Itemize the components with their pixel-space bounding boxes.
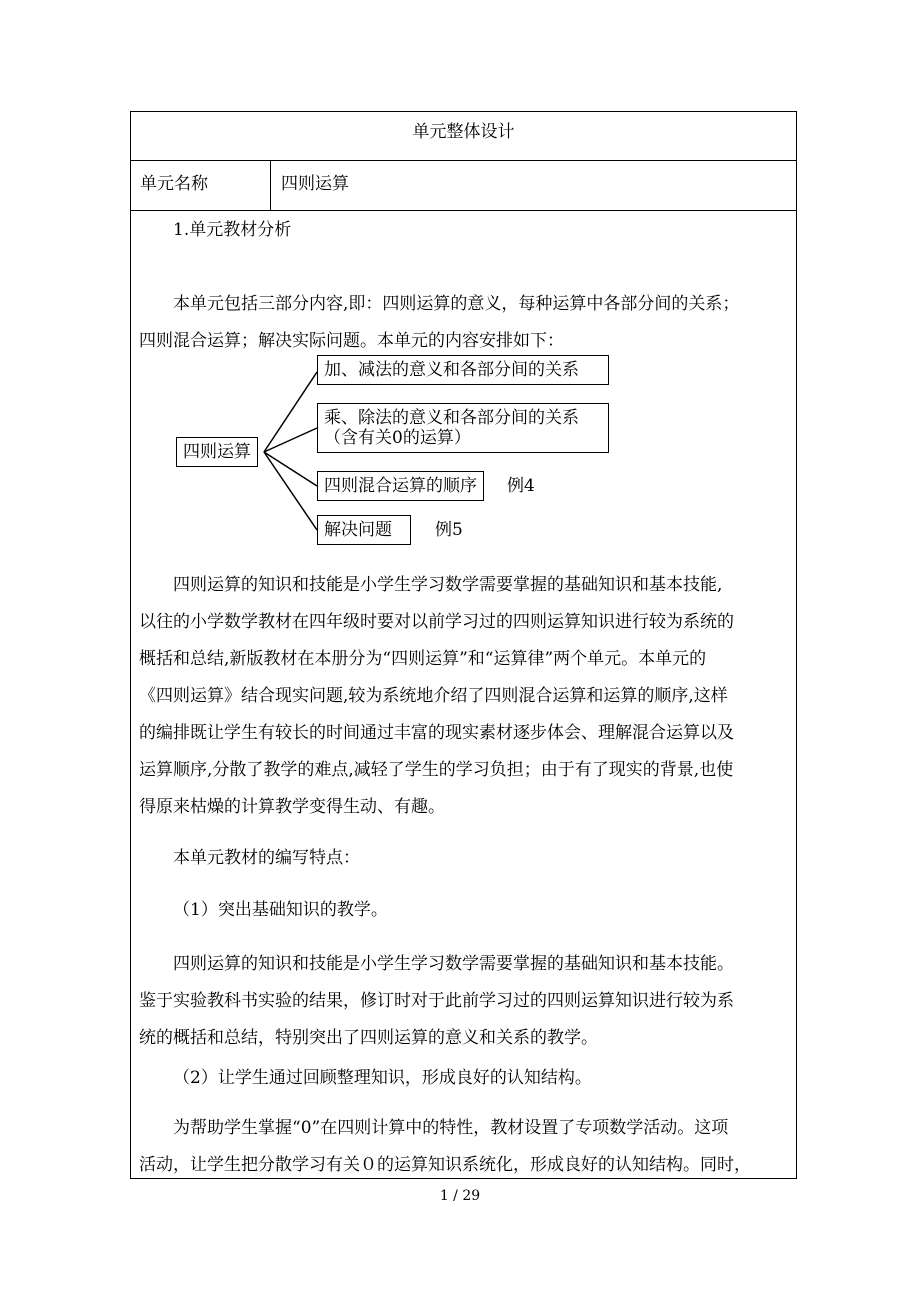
paragraph-3: 为帮助学生掌握“0”在四则计算中的特性，教材设置了专项数学活动。这项 活动，让学生把分散学习有关０的运算知识系统化，形成良好的认知结构。同时， — [139, 1118, 751, 1175]
table-title: 单元整体设计 — [412, 122, 515, 142]
intro-paragraph: 本单元包括三部分内容,即：四则运算的意义，每种运算中各部分间的关系； 四则混合运算；解决实际问题。本单元的内容安排如下： — [139, 294, 740, 351]
diagram-root-box: 四则运算 — [176, 437, 258, 467]
row-divider — [131, 160, 796, 161]
unit-name-value: 四则运算 — [281, 174, 349, 194]
branch2-line1: 乘、除法的意义和各部分间的关系 — [324, 408, 579, 428]
section-heading: 1.单元教材分析 — [173, 220, 292, 240]
feature-2-heading: （2）让学生通过回顾整理知识，形成良好的认知结构。 — [173, 1068, 592, 1088]
unit-name-label: 单元名称 — [140, 174, 208, 194]
diagram-branch-multiply-divide — [317, 403, 609, 453]
unit-design-table — [130, 111, 797, 1179]
structure-diagram — [171, 352, 631, 552]
diagram-branch-problem-solving: 解决问题 — [317, 515, 411, 545]
feature-1-heading: （1）突出基础知识的教学。 — [173, 900, 388, 920]
paragraph-1: 四则运算的知识和技能是小学生学习数学需要掌握的基础知识和基本技能, 以往的小学数学教材在四年级时要对以前学习过的四则运算知识进行较为系统的 概括和总结,新版教材在本册分为“四则运算”和“运算律”两个单元。本单元的 《四则运算》结合现实问题,较为系统地介绍了四则混合运算和运算的顺序,这样 的编排既让学生有较长的时间通过丰富的现实素材逐步体会、理解混合运算以及 运算顺序,分散了教学的难点,减轻了学生的学习负担；由于有了现实的背景,也使 得原来枯燥的计算教学变得生动、有趣。 — [139, 575, 734, 817]
row-divider — [131, 210, 796, 211]
features-heading: 本单元教材的编写特点： — [173, 848, 360, 868]
page-number: 1 / 29 — [439, 1188, 481, 1204]
example-5-note: 例5 — [435, 520, 463, 540]
paragraph-2: 四则运算的知识和技能是小学生学习数学需要掌握的基础知识和基本技能。 鉴于实验教科书实验的结果，修订时对于此前学习过的四则运算知识进行较为系 统的概括和总结，特别突出了四则运算的意义和关系的教学。 — [139, 954, 734, 1048]
example-4-note: 例4 — [507, 476, 535, 496]
branch2-line2: （含有关0的运算） — [324, 428, 471, 448]
diagram-branch-add-subtract: 加、减法的意义和各部分间的关系 — [317, 355, 609, 385]
column-divider — [270, 160, 271, 210]
diagram-branch-mixed-order: 四则混合运算的顺序 — [317, 471, 484, 501]
